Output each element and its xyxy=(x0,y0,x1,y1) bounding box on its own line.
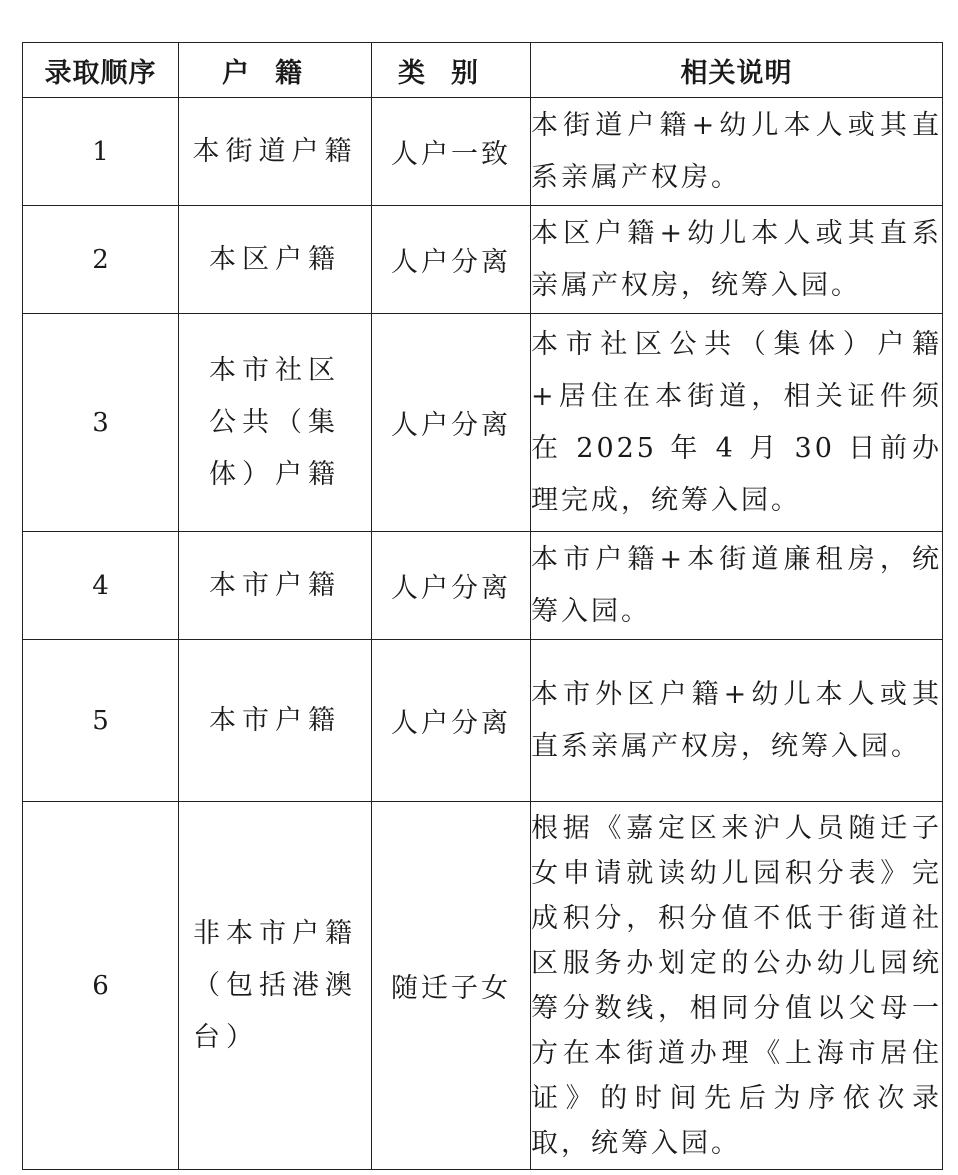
cell-order: 1 xyxy=(23,98,179,206)
header-description: 相关说明 xyxy=(531,43,943,98)
cell-huji: 本市社区公共（集体）户籍 xyxy=(179,314,372,532)
cell-order: 2 xyxy=(23,206,179,314)
cell-category: 人户分离 xyxy=(372,532,531,640)
cell-order: 6 xyxy=(23,802,179,1170)
cell-category: 人户分离 xyxy=(372,640,531,802)
cell-order: 3 xyxy=(23,314,179,532)
cell-description: 本市社区公共（集体）户籍+居住在本街道，相关证件须在 2025 年 4 月 30 日前办理完成，统筹入园。 xyxy=(531,314,943,532)
header-category: 类别 xyxy=(372,43,531,98)
cell-category: 人户分离 xyxy=(372,314,531,532)
header-order: 录取顺序 xyxy=(23,43,179,98)
cell-huji: 本市户籍 xyxy=(179,640,372,802)
table-row xyxy=(23,532,943,640)
table-row xyxy=(23,640,943,802)
table-row xyxy=(23,802,943,1170)
cell-huji: 本市户籍 xyxy=(179,532,372,640)
cell-order: 4 xyxy=(23,532,179,640)
cell-description: 本市户籍+本街道廉租房，统筹入园。 xyxy=(531,532,943,640)
header-huji: 户籍 xyxy=(179,43,372,98)
cell-category: 随迁子女 xyxy=(372,802,531,1170)
cell-category: 人户分离 xyxy=(372,206,531,314)
table-row xyxy=(23,314,943,532)
cell-description: 本市外区户籍+幼儿本人或其直系亲属产权房，统筹入园。 xyxy=(531,640,943,802)
table-row xyxy=(23,98,943,206)
cell-description: 根据《嘉定区来沪人员随迁子女申请就读幼儿园积分表》完成积分，积分值不低于街道社区服务办划定的公办幼儿园统筹分数线，相同分值以父母一方在本街道办理《上海市居住证》的时间先后为序依次录取，统筹入园。 xyxy=(531,802,943,1170)
table-row xyxy=(23,206,943,314)
cell-description: 本区户籍+幼儿本人或其直系亲属产权房，统筹入园。 xyxy=(531,206,943,314)
admission-order-table xyxy=(22,42,943,1170)
cell-order: 5 xyxy=(23,640,179,802)
cell-huji: 本区户籍 xyxy=(179,206,372,314)
cell-huji: 本街道户籍 xyxy=(179,98,372,206)
table-header-row xyxy=(23,43,943,98)
cell-description: 本街道户籍+幼儿本人或其直系亲属产权房。 xyxy=(531,98,943,206)
cell-category: 人户一致 xyxy=(372,98,531,206)
cell-huji: 非本市户籍（包括港澳台） xyxy=(179,802,372,1170)
